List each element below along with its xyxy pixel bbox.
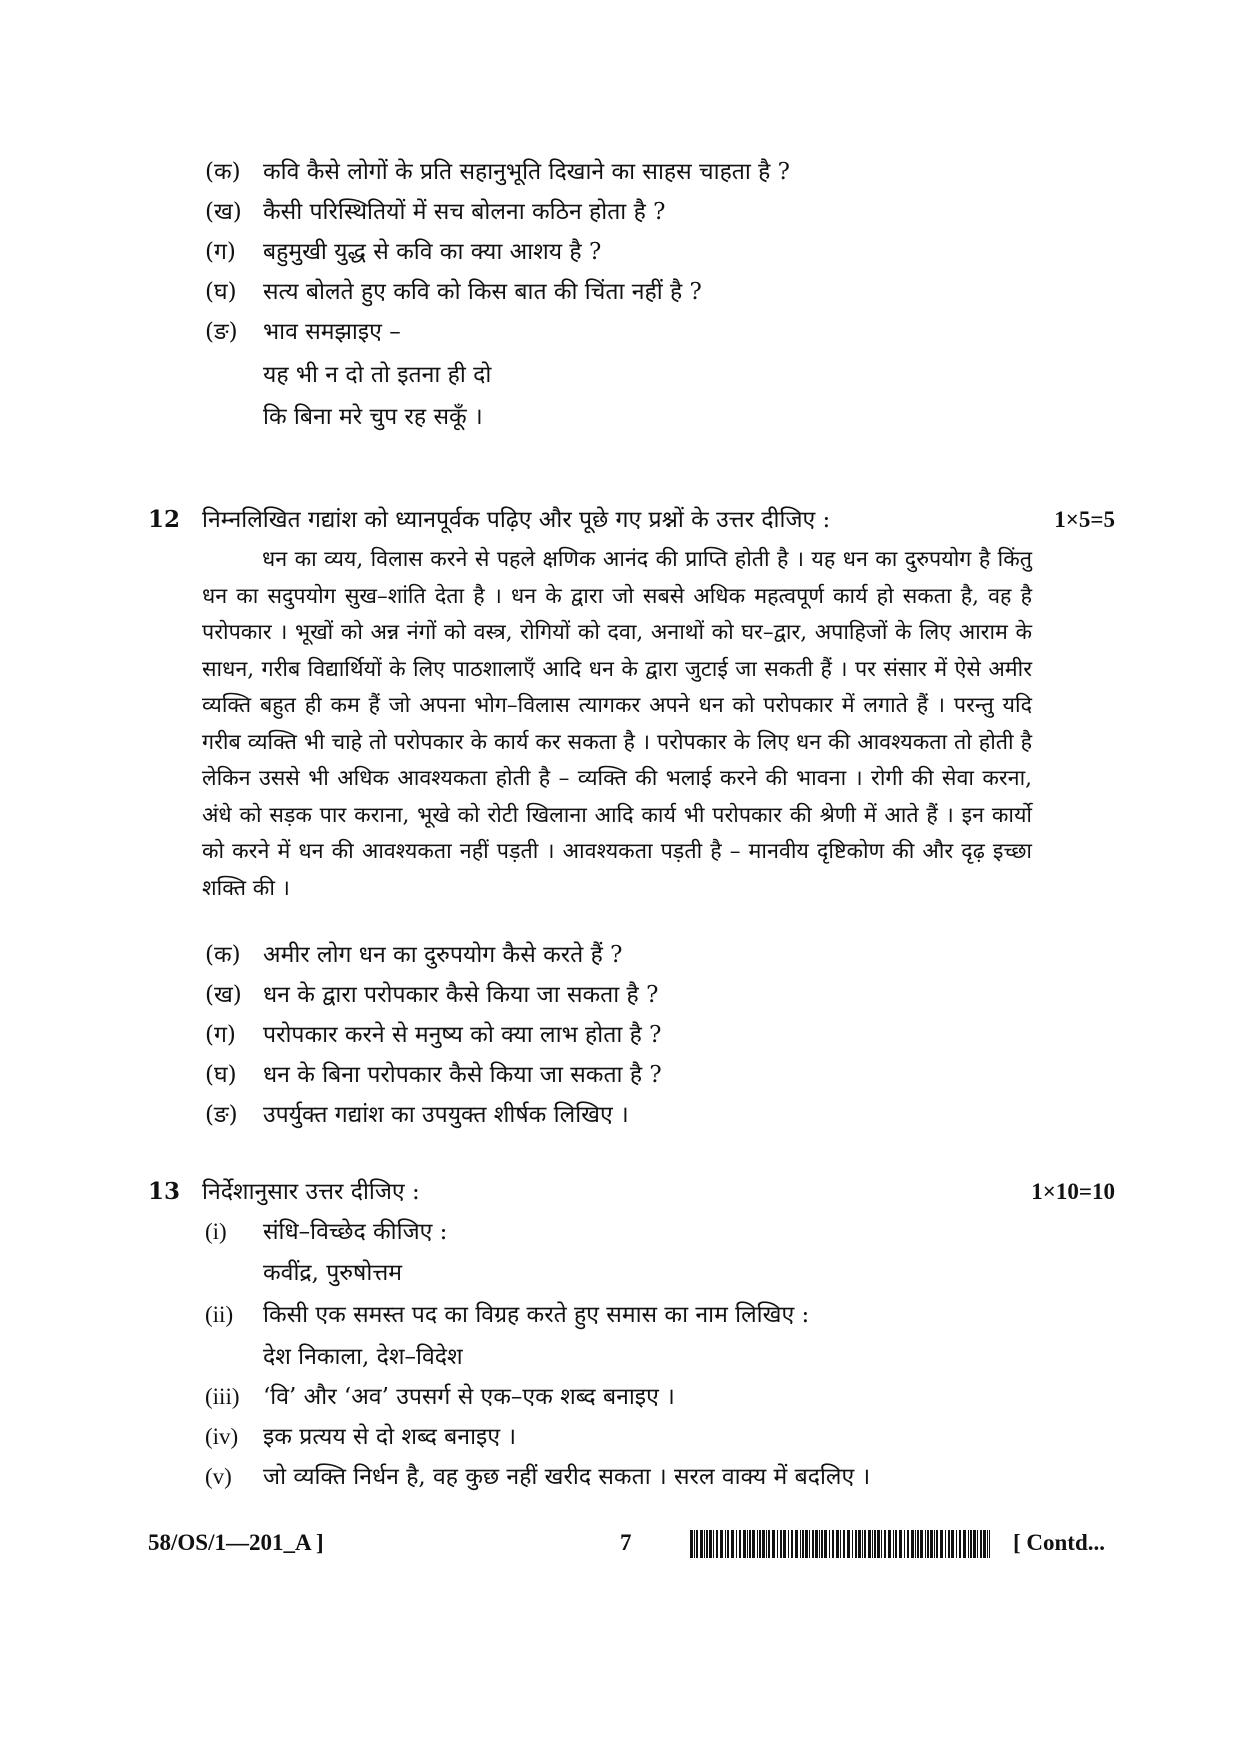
- item-label: (ii): [205, 1302, 234, 1327]
- item-label: (क): [205, 159, 241, 185]
- q11-item-gha: [205, 272, 702, 312]
- item-text: कैसी परिस्थितियों में सच बोलना कठिन होता है ?: [263, 199, 666, 225]
- q13-instruction: निर्देशानुसार उत्तर दीजिए :: [202, 1179, 420, 1205]
- q13-item-ii-words: देश निकाला, देश–विदेश: [263, 1344, 463, 1370]
- continued-label: [ Contd...: [1013, 1530, 1106, 1555]
- item-text: भाव समझाइए –: [263, 319, 401, 345]
- q13-item-v: [205, 1457, 870, 1497]
- barcode-image: [690, 1530, 990, 1558]
- item-label: (iii): [205, 1384, 240, 1409]
- q12-item-nga: [205, 1095, 629, 1135]
- q13-item-i: [205, 1212, 447, 1252]
- q13-marks: 1×10=10: [1031, 1179, 1115, 1204]
- item-text: धन के बिना परोपकार कैसे किया जा सकता है ?: [263, 1062, 662, 1088]
- item-label: (ङ): [205, 1102, 238, 1128]
- q12-item-gha: [205, 1055, 662, 1095]
- item-text: अमीर लोग धन का दुरुपयोग कैसे करते हैं ?: [263, 942, 623, 968]
- q13-item-ii: [205, 1295, 809, 1335]
- paper-code: 58/OS/1—201_A ]: [148, 1530, 324, 1555]
- q12-instruction: निम्नलिखित गद्यांश को ध्यानपूर्वक पढ़िए और पूछे गए प्रश्नों के उत्तर दीजिए :: [202, 507, 831, 533]
- item-label: (iv): [205, 1424, 239, 1449]
- item-label: (i): [205, 1219, 227, 1244]
- verse-line-2: कि बिना मरे चुप रह सकूँ ।: [263, 404, 483, 430]
- q12-item-kha: [205, 975, 658, 1015]
- item-text: जो व्यक्ति निर्धन है, वह कुछ नहीं खरीद सकता । सरल वाक्य में बदलिए ।: [263, 1464, 871, 1490]
- item-label: (क): [205, 942, 241, 968]
- item-label: (ख): [205, 982, 242, 1008]
- q12-passage: धन का व्यय, विलास करने से पहले क्षणिक आनंद की प्राप्ति होती है । यह धन का दुरुपयोग है किंतु धन का सदुपयोग सुख–शांति देता है । धन के द्वारा जो सबसे अधिक महत्वपूर्ण कार्य हो सकता है, वह है परोपकार । भूखों को अन्न नंगों को वस्त्र, रोगियों को दवा, अनाथों को घर–द्वार, अपाहिजों के लिए आराम के साधन, गरीब विद्यार्थियों के लिए पाठशालाएँ आदि धन के द्वारा जुटाई जा सकती हैं । पर संसार में ऐसे अमीर व्यक्ति बहुत ही कम हैं जो अपना भोग–विलास त्यागकर अपने धन को परोपकार में लगाते हैं । परन्तु यदि गरीब व्यक्ति भी चाहे तो परोपकार के कार्य कर सकता है । परोपकार के लिए धन की आवश्यकता तो होती है लेकिन उससे भी अधिक आवश्यकता होती है – व्यक्ति की भलाई करने की भावना । रोगी की सेवा करना, अंधे को सड़क पार कराना, भूखे को रोटी खिलाना आदि कार्य भी परोपकार की श्रेणी में आते हैं । इन कार्यो को करने में धन की आवश्यकता नहीं पड़ती । आवश्यकता पड़ती है – मानवीय दृष्टिकोण की और दृढ़ इच्छा शक्ति की ।: [202, 547, 1032, 901]
- q13-item-i-words: कवींद्र, पुरुषोत्तम: [263, 1260, 402, 1286]
- q13-number: 13: [148, 1178, 181, 1205]
- item-label: (ख): [205, 199, 242, 225]
- q11-item-nga: [205, 312, 401, 352]
- item-text: किसी एक समस्त पद का विग्रह करते हुए समास का नाम लिखिए :: [263, 1302, 810, 1328]
- q12-number: 12: [148, 506, 181, 533]
- item-text: ‘वि’ और ‘अव’ उपसर्ग से एक–एक शब्द बनाइए ।: [263, 1384, 675, 1410]
- q11-item-ka: [205, 152, 790, 192]
- item-text: उपर्युक्त गद्यांश का उपयुक्त शीर्षक लिखिए ।: [263, 1102, 629, 1128]
- verse-line-1: यह भी न दो तो इतना ही दो: [263, 362, 492, 388]
- item-label: (ग): [205, 1022, 236, 1048]
- q11-item-kha: [205, 192, 665, 232]
- q13-item-iii: [205, 1377, 675, 1417]
- page-number: 7: [620, 1530, 632, 1555]
- item-text: परोपकार करने से मनुष्य को क्या लाभ होता है ?: [263, 1022, 662, 1048]
- q12-marks: 1×5=5: [1054, 507, 1115, 532]
- item-text: बहुमुखी युद्ध से कवि का क्या आशय है ?: [263, 239, 602, 265]
- q11-item-ga: [205, 232, 601, 272]
- item-label: (घ): [205, 1062, 237, 1088]
- item-label: (घ): [205, 279, 237, 305]
- q13-item-iv: [205, 1417, 516, 1457]
- item-text: सत्य बोलते हुए कवि को किस बात की चिंता नहीं है ?: [263, 279, 702, 305]
- item-label: (ग): [205, 239, 236, 265]
- item-label: (ङ): [205, 319, 238, 345]
- q12-item-ka: [205, 935, 622, 975]
- item-text: इक प्रत्यय से दो शब्द बनाइए ।: [263, 1424, 517, 1450]
- q12-item-ga: [205, 1015, 661, 1055]
- item-label: (v): [205, 1464, 232, 1489]
- item-text: कवि कैसे लोगों के प्रति सहानुभूति दिखाने का साहस चाहता है ?: [263, 159, 791, 185]
- item-text: संधि–विच्छेद कीजिए :: [263, 1219, 448, 1245]
- item-text: धन के द्वारा परोपकार कैसे किया जा सकता है ?: [263, 982, 659, 1008]
